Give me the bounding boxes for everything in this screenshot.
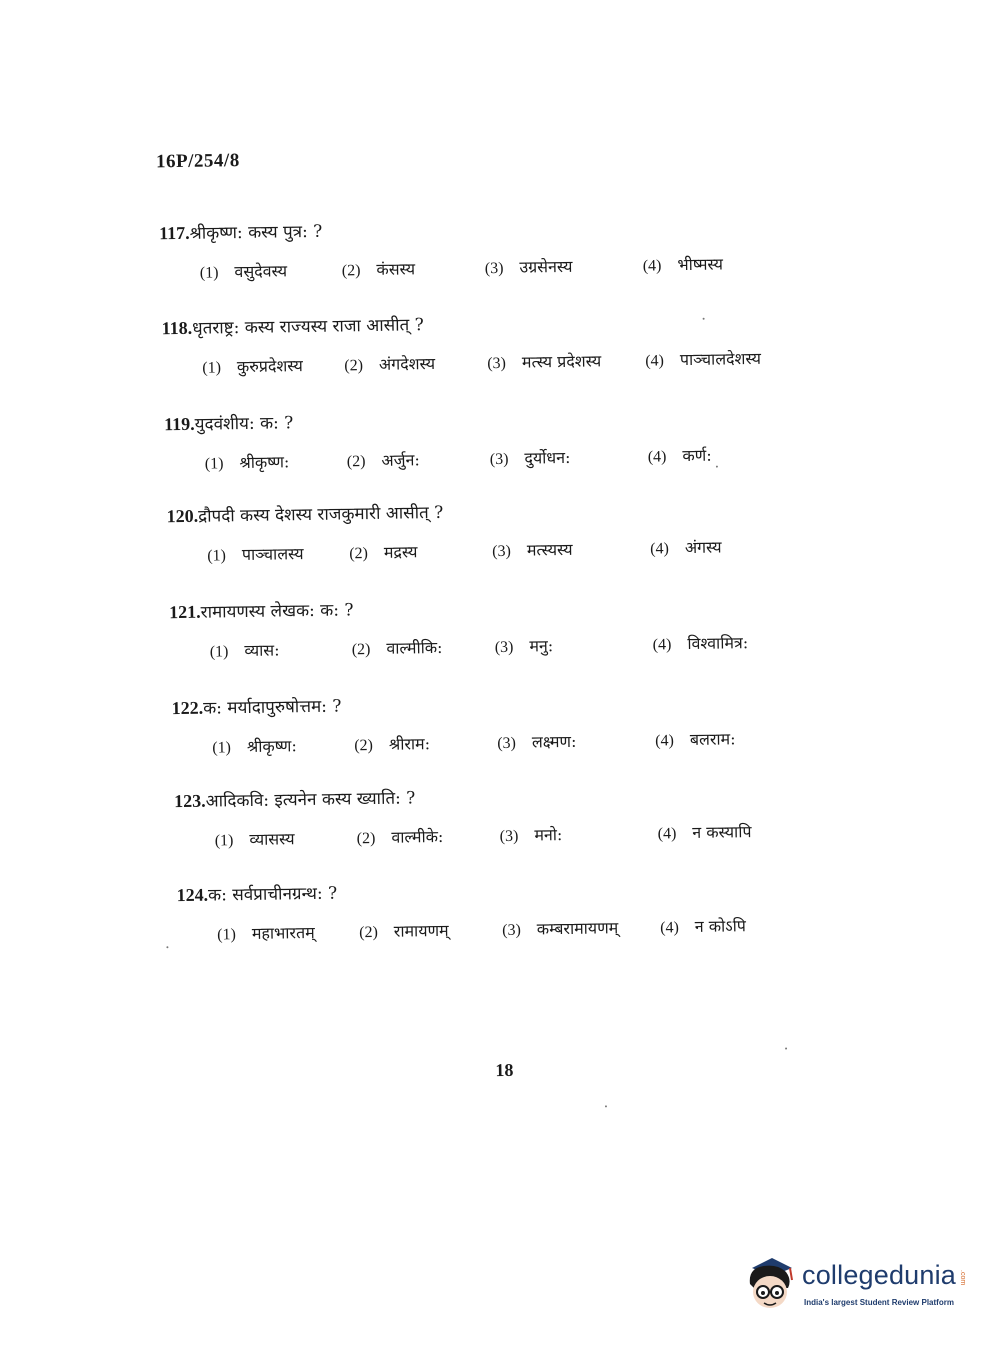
- brand-domain-suffix: .com: [959, 1270, 966, 1286]
- option-text: कर्ण:: [682, 445, 712, 466]
- answer-option: [492, 538, 573, 561]
- option-number: (1): [199, 264, 219, 282]
- question-line: [162, 307, 842, 341]
- option-text: व्यासस्य: [249, 829, 295, 849]
- question-number: 117.: [159, 222, 190, 244]
- option-number: (4): [645, 352, 665, 370]
- option-number: (4): [642, 257, 662, 275]
- option-number: (2): [351, 641, 371, 659]
- answer-option: [354, 732, 430, 755]
- option-number: (4): [647, 448, 667, 466]
- option-number: (4): [657, 825, 677, 843]
- answer-option: [657, 820, 751, 843]
- question-text: द्रौपदी कस्य देशस्य राजकुमारी आसीत् ?: [197, 502, 444, 527]
- question-line: [166, 495, 846, 529]
- answer-option: [205, 450, 290, 473]
- option-text: पाञ्चालदेशस्य: [679, 348, 762, 370]
- option-text: न कस्यापि: [692, 822, 752, 843]
- answer-option: [349, 540, 418, 563]
- option-text: पाञ्चालस्य: [241, 544, 304, 565]
- answer-option: [660, 914, 746, 937]
- answer-option: [347, 448, 420, 471]
- option-text: वसुदेवस्य: [234, 261, 288, 282]
- option-number: (2): [344, 357, 364, 375]
- question-block: [174, 779, 855, 855]
- answer-option: [490, 446, 571, 469]
- answer-option: [643, 252, 724, 275]
- answer-option: [200, 259, 288, 282]
- option-number: (4): [660, 919, 679, 937]
- answer-option: [487, 349, 601, 373]
- question-line: [174, 779, 854, 813]
- option-number: (3): [494, 638, 514, 657]
- question-text: धृतराष्ट्र: कस्य राज्यस्य राजा आसीत् ?: [192, 315, 424, 339]
- question-block: [162, 307, 843, 383]
- question-block: [171, 686, 852, 762]
- option-number: (2): [346, 453, 366, 471]
- answer-option: [217, 921, 315, 945]
- option-text: मनु:: [529, 636, 554, 656]
- answer-option: [202, 354, 303, 378]
- question-block: [164, 403, 845, 479]
- option-text: मद्रस्य: [383, 542, 418, 562]
- mascot-logo-icon: [742, 1254, 800, 1314]
- question-block: [176, 873, 857, 949]
- answer-option: [645, 347, 761, 371]
- answer-option: [344, 352, 435, 375]
- question-number: 119.: [164, 413, 195, 435]
- question-line: [171, 686, 851, 720]
- question-text: क: सर्वप्राचीनग्रन्थ: ?: [207, 883, 338, 906]
- option-text: अर्जुन:: [381, 450, 420, 470]
- answer-option: [653, 631, 749, 654]
- answer-option: [485, 255, 573, 278]
- option-text: बलराम:: [689, 729, 736, 750]
- option-text: कंसस्य: [376, 259, 416, 279]
- question-number: 121.: [168, 601, 201, 623]
- question-text: रामायणस्य लेखक: क: ?: [200, 600, 354, 623]
- answer-option: [359, 919, 449, 942]
- option-text: अंगस्य: [684, 537, 722, 558]
- option-text: मत्स्य प्रदेशस्य: [521, 351, 602, 372]
- answer-option: [497, 730, 576, 753]
- option-number: (1): [212, 739, 232, 757]
- question-number: 120.: [166, 505, 199, 527]
- question-line: [159, 212, 839, 246]
- option-number: (3): [489, 450, 509, 469]
- brand-name: collegedunia: [802, 1260, 957, 1290]
- option-number: (2): [359, 923, 378, 942]
- answer-option: [212, 734, 297, 757]
- option-number: (3): [484, 259, 504, 278]
- question-number: 123.: [173, 790, 206, 812]
- option-number: (3): [502, 921, 521, 940]
- option-text: वाल्मीकि:: [386, 637, 443, 658]
- option-text: श्रीराम:: [388, 734, 431, 754]
- option-text: विश्वामित्र:: [687, 633, 749, 654]
- question-block: [169, 591, 850, 667]
- question-number: 122.: [171, 697, 204, 719]
- option-number: (1): [214, 832, 234, 850]
- option-text: दुर्योधन:: [524, 447, 571, 468]
- option-number: (3): [492, 542, 512, 561]
- option-number: (1): [202, 359, 222, 377]
- option-text: कुरुप्रदेशस्य: [236, 356, 303, 377]
- question-block: [166, 495, 847, 571]
- answer-option: [500, 823, 563, 846]
- option-row: [207, 534, 847, 570]
- paper-code: 16P/254/8: [155, 150, 240, 173]
- option-row: [215, 818, 855, 854]
- option-text: रामायणम्: [393, 920, 449, 941]
- option-text: श्रीकृष्ण:: [239, 452, 290, 473]
- question-block: [159, 212, 840, 288]
- option-row: [200, 251, 840, 287]
- option-number: (2): [356, 829, 376, 848]
- answer-option: [342, 257, 416, 280]
- option-number: (1): [207, 547, 227, 565]
- option-row: [217, 912, 857, 948]
- option-number: (1): [204, 455, 224, 473]
- option-number: (4): [650, 540, 670, 558]
- answer-option: [357, 825, 444, 848]
- option-text: कम्बरामायणम्: [536, 918, 619, 939]
- answer-option: [648, 444, 712, 467]
- answer-option: [215, 827, 295, 850]
- option-number: (1): [209, 643, 229, 661]
- question-text: श्रीकृष्ण: कस्य पुत्र: ?: [189, 221, 323, 244]
- option-number: (3): [499, 827, 519, 846]
- option-row: [212, 725, 852, 761]
- answer-option: [650, 536, 722, 559]
- question-text: युदवंशीय: क: ?: [194, 413, 294, 435]
- answer-option: [207, 542, 304, 566]
- option-text: भीष्मस्य: [677, 254, 724, 275]
- question-line: [169, 591, 849, 625]
- option-row: [205, 442, 845, 478]
- option-number: (2): [341, 262, 361, 280]
- option-text: उग्रसेनस्य: [519, 256, 573, 277]
- option-text: मनो:: [534, 825, 563, 845]
- option-text: वाल्मीके:: [391, 826, 444, 847]
- option-text: न कोऽपि: [694, 916, 747, 936]
- option-number: (2): [349, 545, 369, 563]
- option-text: श्रीकृष्ण:: [246, 736, 297, 756]
- question-line: [176, 873, 856, 907]
- question-text: क: मर्यादापुरुषोत्तम: ?: [203, 696, 342, 719]
- option-number: (1): [217, 926, 237, 944]
- option-number: (3): [487, 354, 507, 373]
- answer-option: [210, 638, 280, 661]
- option-number: (3): [497, 734, 517, 753]
- option-number: (4): [655, 732, 675, 750]
- option-number: (4): [652, 636, 672, 654]
- option-text: लक्ष्मण:: [531, 731, 577, 752]
- question-number: 124.: [176, 884, 209, 906]
- collegedunia-watermark: [742, 1254, 972, 1314]
- option-text: अंगदेशस्य: [378, 353, 436, 374]
- question-text: आदिकवि: इत्यनेन कस्य ख्याति: ?: [205, 788, 416, 812]
- option-text: मत्स्यस्य: [526, 539, 573, 560]
- answer-option: [502, 916, 618, 940]
- answer-option: [352, 636, 443, 659]
- question-line: [164, 403, 844, 437]
- option-row: [210, 630, 850, 666]
- answer-option: [495, 634, 554, 657]
- question-number: 118.: [161, 317, 193, 339]
- option-text: महाभारतम्: [251, 922, 315, 943]
- option-number: (2): [354, 737, 374, 755]
- option-text: व्यास:: [244, 640, 280, 661]
- page-number: 18: [495, 1059, 514, 1081]
- brand-tagline: India's largest Student Review Platform: [804, 1298, 954, 1307]
- option-row: [202, 346, 842, 382]
- answer-option: [655, 727, 736, 750]
